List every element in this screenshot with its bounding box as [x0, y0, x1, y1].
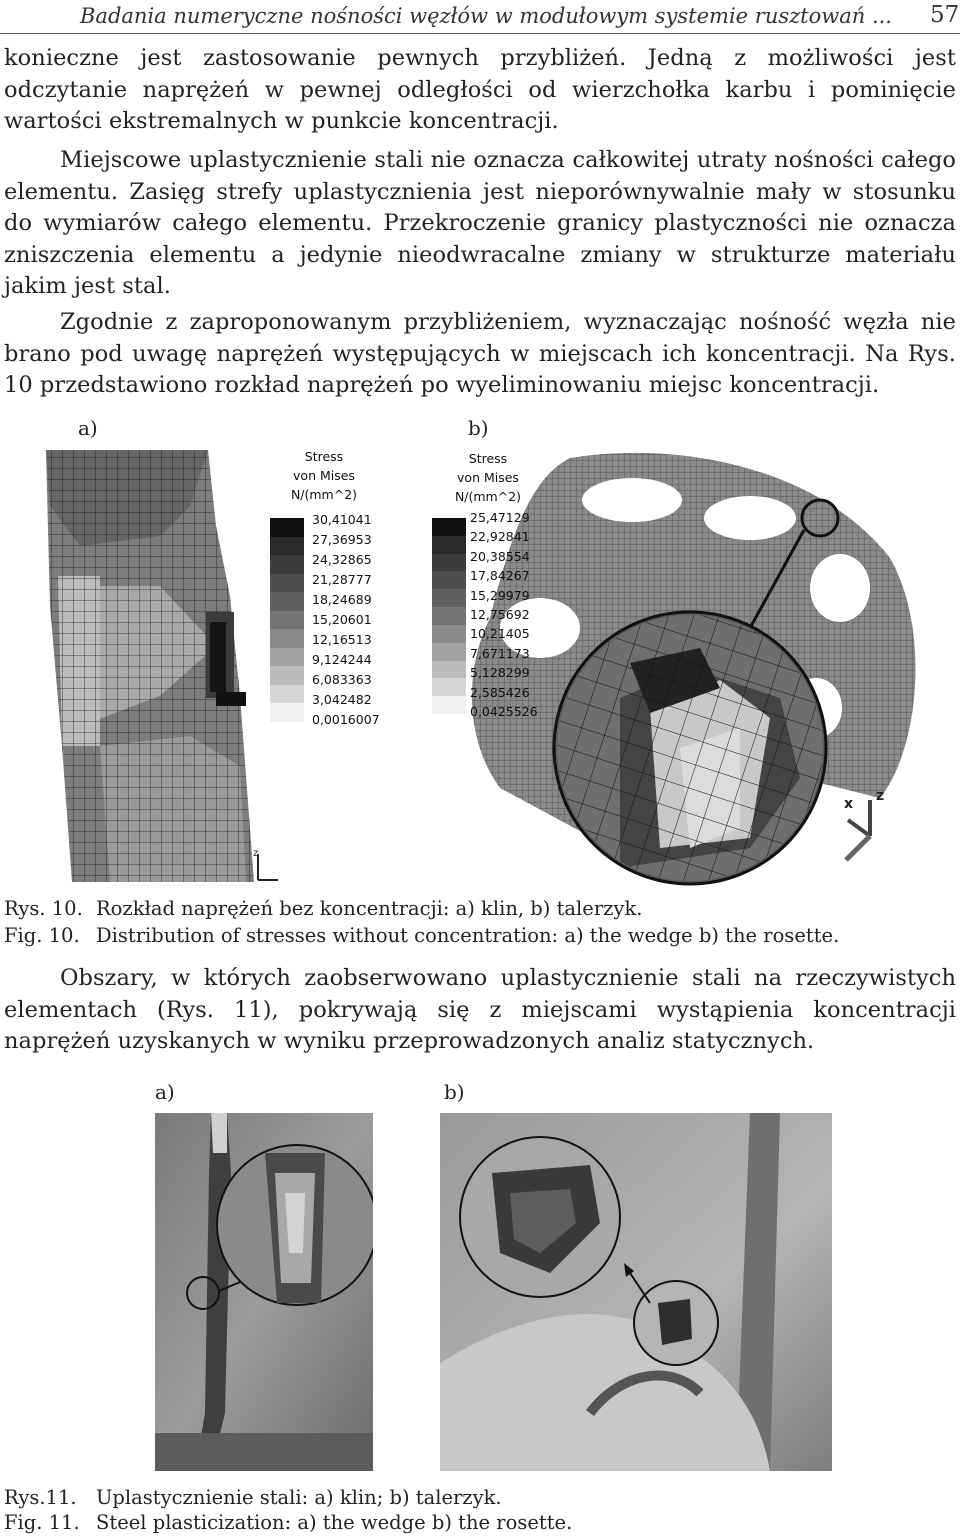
fig10b-legend-value: 22,92841: [470, 529, 530, 545]
fig10b-legend-value: 7,671173: [470, 645, 530, 661]
fig10b-axis-triad: [840, 786, 900, 866]
fig10a-legend-swatch: [270, 703, 304, 722]
fig10a-legend-value: 21,28777: [312, 572, 372, 587]
fig10b-legend-swatch: [432, 554, 466, 572]
fig10a-legend-value: 18,24689: [312, 592, 372, 607]
fig10b-legend-value: 25,47129: [470, 510, 530, 525]
fig11-label-a: a): [155, 1080, 175, 1104]
fig10b-color-scale: [432, 518, 466, 714]
fig10b-legend-swatch: [432, 661, 466, 679]
fig10b-legend-title: Stress von Mises N/(mm^2): [454, 451, 522, 504]
fig10a-legend-swatch: [270, 666, 304, 685]
fig10a-legend-value: 0,0016007: [312, 712, 380, 727]
fig10a-axis-triad: [248, 846, 288, 886]
fig10a-legend-value: 6,083363: [312, 672, 372, 687]
fig10a-legend-swatch: [270, 685, 304, 704]
fig10a-legend-swatch: [270, 537, 304, 556]
fig10-label-a: a): [78, 416, 98, 440]
fig10a-legend-swatch: [270, 574, 304, 593]
fig10b-legend-swatch: [432, 607, 466, 625]
fig10a-legend-values: [312, 512, 402, 728]
fig10b-legend-swatch: [432, 536, 466, 554]
fig10b-legend-value: 0,0425526: [470, 704, 538, 719]
fig10a-axis-label: z: [253, 848, 259, 859]
fig10a-legend-value: 15,20601: [312, 612, 372, 627]
fig10b-legend-value: 12,75692: [470, 607, 530, 622]
fig10b-legend-swatch: [432, 696, 466, 714]
fig10-caption-en: Fig. 10. Distribution of stresses without concentration: a) the wedge b) the rosette.: [4, 924, 840, 947]
fig10b-legend-value: 2,585426: [470, 684, 530, 700]
fig10b-legend-swatch: [432, 589, 466, 607]
fig10a-color-scale: [270, 518, 304, 722]
fig10a-legend-swatch: [270, 611, 304, 630]
fig10a-legend-swatch: [270, 518, 304, 537]
fig10b-axis-z-label: z: [876, 788, 885, 804]
fig10b-legend-swatch: [432, 571, 466, 589]
fig10a-wedge-mesh: [40, 446, 270, 882]
fig10a-legend-swatch: [270, 592, 304, 611]
paragraph-2: Miejscowe uplastycznienie stali nie oznacza całkowitej utraty nośności całego elementu. Zasięg strefy uplastycznienia jest nieporównywalnie mały w stosunku do wymiarów całego elementu. Przekroczenie granicy plastyczności nie oznacza zniszczenia elementu a jedynie nieodwracalne zmiany w strukturze materiału jakim jest stal.: [4, 147, 956, 299]
fig10b-legend-swatch: [432, 678, 466, 696]
fig10a-legend-title: Stress von Mises N/(mm^2): [290, 449, 358, 502]
fig10-caption-pl: Rys. 10. Rozkład naprężeń bez koncentracji: a) klin, b) talerzyk.: [4, 897, 643, 920]
running-title: Badania numeryczne nośności węzłów w modułowym systemie rusztowań ...: [80, 4, 892, 28]
fig10a-legend-value: 9,124244: [312, 652, 372, 667]
paragraph-3: Zgodnie z zaproponowanym przybliżeniem, wyznaczając nośność węzła nie brano pod uwagę naprężeń występujących w miejscach ich koncentracji. Na Rys. 10 przedstawiono rozkład naprężeń po wyeliminowaniu miejsc koncentracji.: [4, 309, 956, 398]
fig11-caption-en: Fig. 11. Steel plasticization: a) the wedge b) the rosette.: [4, 1511, 573, 1534]
fig10b-axis-x-label: x: [844, 796, 854, 812]
paragraph-4: Obszary, w których zaobserwowano uplastycznienie stali na rzeczywistych elementach (Rys. 11), pokrywają się z miejscami wystąpienia koncentracji naprężeń uzyskanych w wyniku przeprowadzonych analiz statycznych.: [4, 965, 956, 1054]
fig11-label-b: b): [444, 1080, 465, 1104]
header-divider: [0, 33, 960, 34]
fig11b-photo-rosette: [440, 1113, 832, 1471]
fig10a-legend-value: 24,32865: [312, 552, 372, 567]
fig10b-legend-value: 10,21405: [470, 626, 530, 642]
fig10b-legend-values: [470, 510, 560, 720]
fig10a-legend-swatch: [270, 555, 304, 574]
fig10b-legend-value: 20,38554: [470, 548, 530, 564]
fig10b-legend-value: 17,84267: [470, 568, 530, 584]
fig10-label-b: b): [468, 416, 489, 440]
fig10b-legend-swatch: [432, 643, 466, 661]
fig11a-photo-wedge: [155, 1113, 373, 1471]
running-header: [0, 0, 960, 36]
fig10a-legend-swatch: [270, 629, 304, 648]
paragraph-1: konieczne jest zastosowanie pewnych przybliżeń. Jedną z możliwości jest odczytanie naprężeń w pewnej odległości od wierzchołka karbu i pominięcie wartości ekstremalnych w punkcie koncentracji.: [4, 45, 956, 134]
fig10b-legend-value: 15,29979: [470, 587, 530, 603]
fig10a-legend-value: 3,042482: [312, 692, 372, 707]
fig10a-legend-swatch: [270, 648, 304, 667]
fig10b-legend-swatch: [432, 518, 466, 536]
fig11-caption-pl: Rys.11. Uplastycznienie stali: a) klin; b) talerzyk.: [4, 1486, 502, 1509]
page-number: 57: [930, 2, 960, 28]
fig10a-legend-value: 12,16513: [312, 632, 372, 647]
fig10b-legend-swatch: [432, 625, 466, 643]
fig10a-legend-value: 30,41041: [312, 512, 372, 527]
fig10b-legend-value: 5,128299: [470, 665, 530, 681]
fig10a-legend-value: 27,36953: [312, 532, 372, 547]
